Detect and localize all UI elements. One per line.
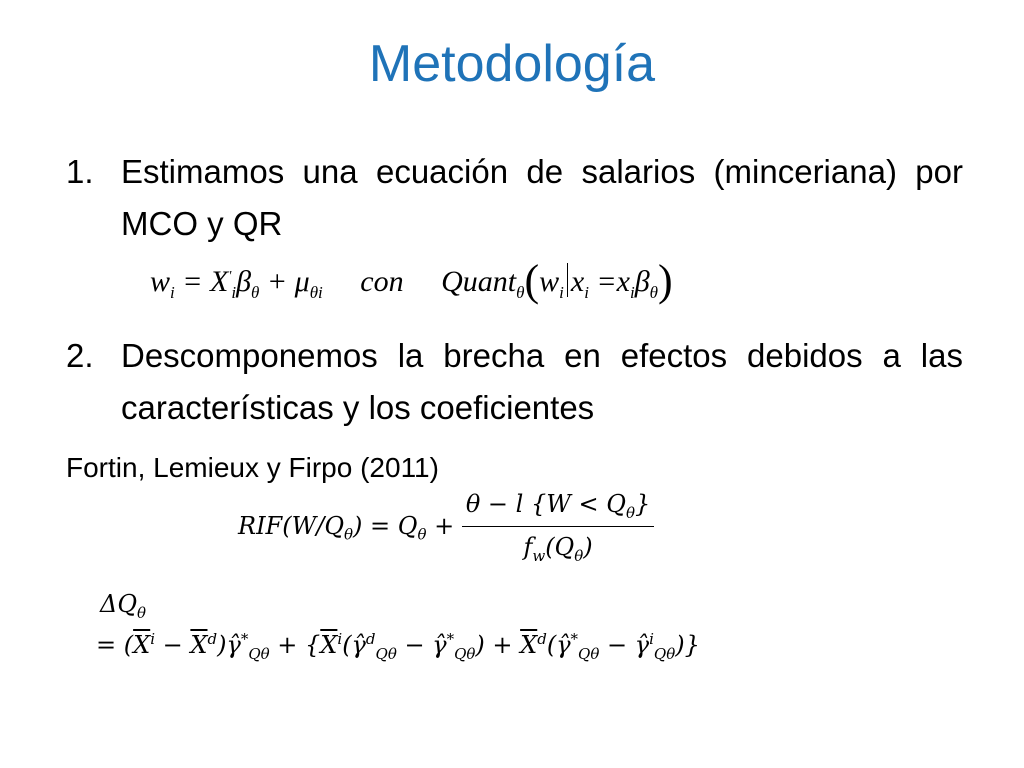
list-item-text: Estimamos una ecuación de salarios (minceriana) por MCO y QR (121, 153, 963, 242)
list-item-1 (66, 146, 963, 250)
list-item-text: Descomponemos la brecha en efectos debidos a las características y los coeficientes (121, 337, 963, 426)
slide-title: Metodología (368, 35, 656, 93)
list-item-number: 1. (66, 153, 94, 190)
list-item-2 (66, 330, 963, 434)
rif-equation: $RIF(W/Q_\theta) = Q_\theta$ + $\frac{\theta - l \{W < Q_\theta\}}{f_w(Q_\theta)}$ (238, 490, 654, 565)
rif-fraction: $\frac{\theta - l \{W < Q_\theta\}}{f_w(Q_\theta)}$ (462, 490, 654, 565)
wage-equation: $w_i = X'_i\beta_\theta + \mu_{\theta i}$ con $Quant_\theta(w_i$ $x_i =x_i\beta_\theta$) (150, 256, 673, 305)
decomposition-lhs: $\Delta Q_\theta$ (100, 590, 147, 622)
list-item-number: 2. (66, 337, 94, 374)
decomposition-rhs: = ($\overline{X}^i$ − $\overline{X}^d)\gammâ^*_{Q\theta}$ + {$\overline{X}^i(\gammâ^d_{Q\theta}$ − $\gammâ^*_{Q\theta}$) + $\overline{X}^d(\gammâ^*_{Q\theta}$ − γ̂$^i_{Q\theta}$)} (96, 630, 700, 663)
citation: Fortin, Lemieux y Firpo (2011) (66, 452, 439, 483)
